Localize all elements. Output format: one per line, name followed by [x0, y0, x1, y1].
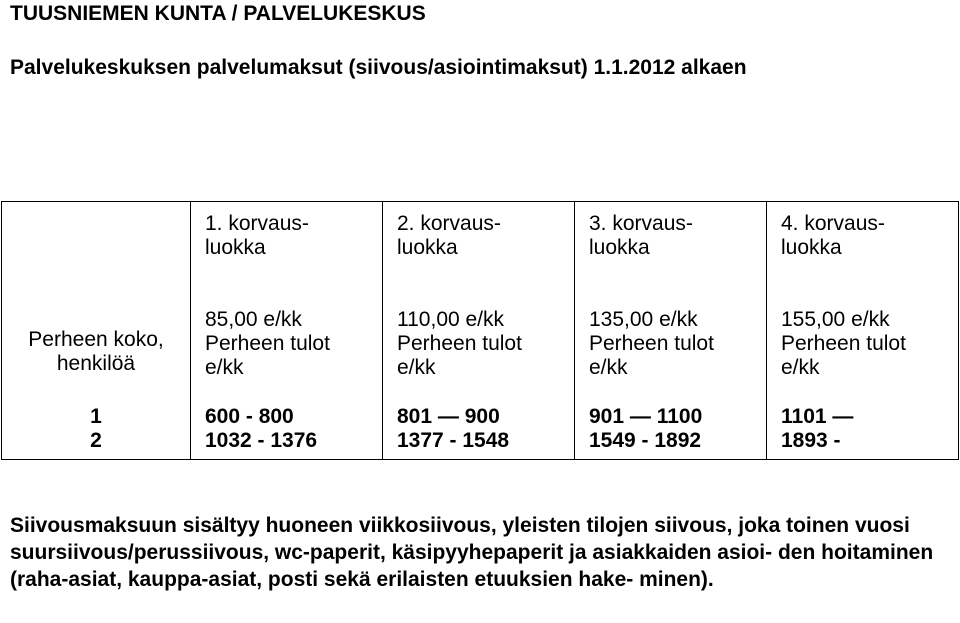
class-4-header [767, 202, 959, 461]
class-4-ranges: 1101 — 1893 - [767, 202, 959, 460]
class-2-ranges: 801 — 900 1377 - 1548 [383, 202, 575, 460]
class-fee: 85,00 e/kk [205, 308, 302, 331]
fee-description-note: Siivousmaksuun sisältyy huoneen viikkosiivous, yleisten tilojen siivous, joka toinen vuosi suursiivous/perussiivous, wc-paperit, käsipyyhepaperit ja asiakkaiden asioi- den hoitaminen (raha-asiat, kauppa-asiat, posti sekä erilaisten etuuksien hake- minen). [10, 514, 934, 591]
page-subtitle: Palvelukeskuksen palvelumaksut (siivous/asiointimaksut) 1.1.2012 alkaen [10, 56, 747, 79]
fee-table [1, 201, 959, 460]
class-label: 3. korvaus- luokka [589, 212, 693, 259]
class-fee: 135,00 e/kk [589, 308, 698, 331]
table-row [2, 202, 959, 461]
class-label: 4. korvaus- luokka [781, 212, 885, 259]
income-label: Perheen tulot e/kk [781, 332, 906, 379]
income-label: Perheen tulot e/kk [397, 332, 522, 379]
income-label: Perheen tulot e/kk [589, 332, 714, 379]
class-1-ranges: 600 - 800 1032 - 1376 [191, 202, 383, 460]
household-size-label: Perheen koko, henkilöä [28, 328, 164, 375]
class-2-header [383, 202, 575, 461]
income-label: Perheen tulot e/kk [205, 332, 330, 379]
empty-corner-cell [2, 202, 191, 461]
class-1-header [191, 202, 383, 461]
class-3-ranges: 901 — 1100 1549 - 1892 [575, 202, 767, 460]
class-fee: 155,00 e/kk [781, 308, 890, 331]
class-fee: 110,00 e/kk [397, 308, 505, 331]
page-title: TUUSNIEMEN KUNTA / PALVELUKESKUS [10, 2, 426, 25]
household-size-values: 1 2 [90, 405, 102, 452]
class-label: 2. korvaus- luokka [397, 212, 501, 259]
class-3-header [575, 202, 767, 461]
class-label: 1. korvaus- luokka [205, 212, 309, 259]
